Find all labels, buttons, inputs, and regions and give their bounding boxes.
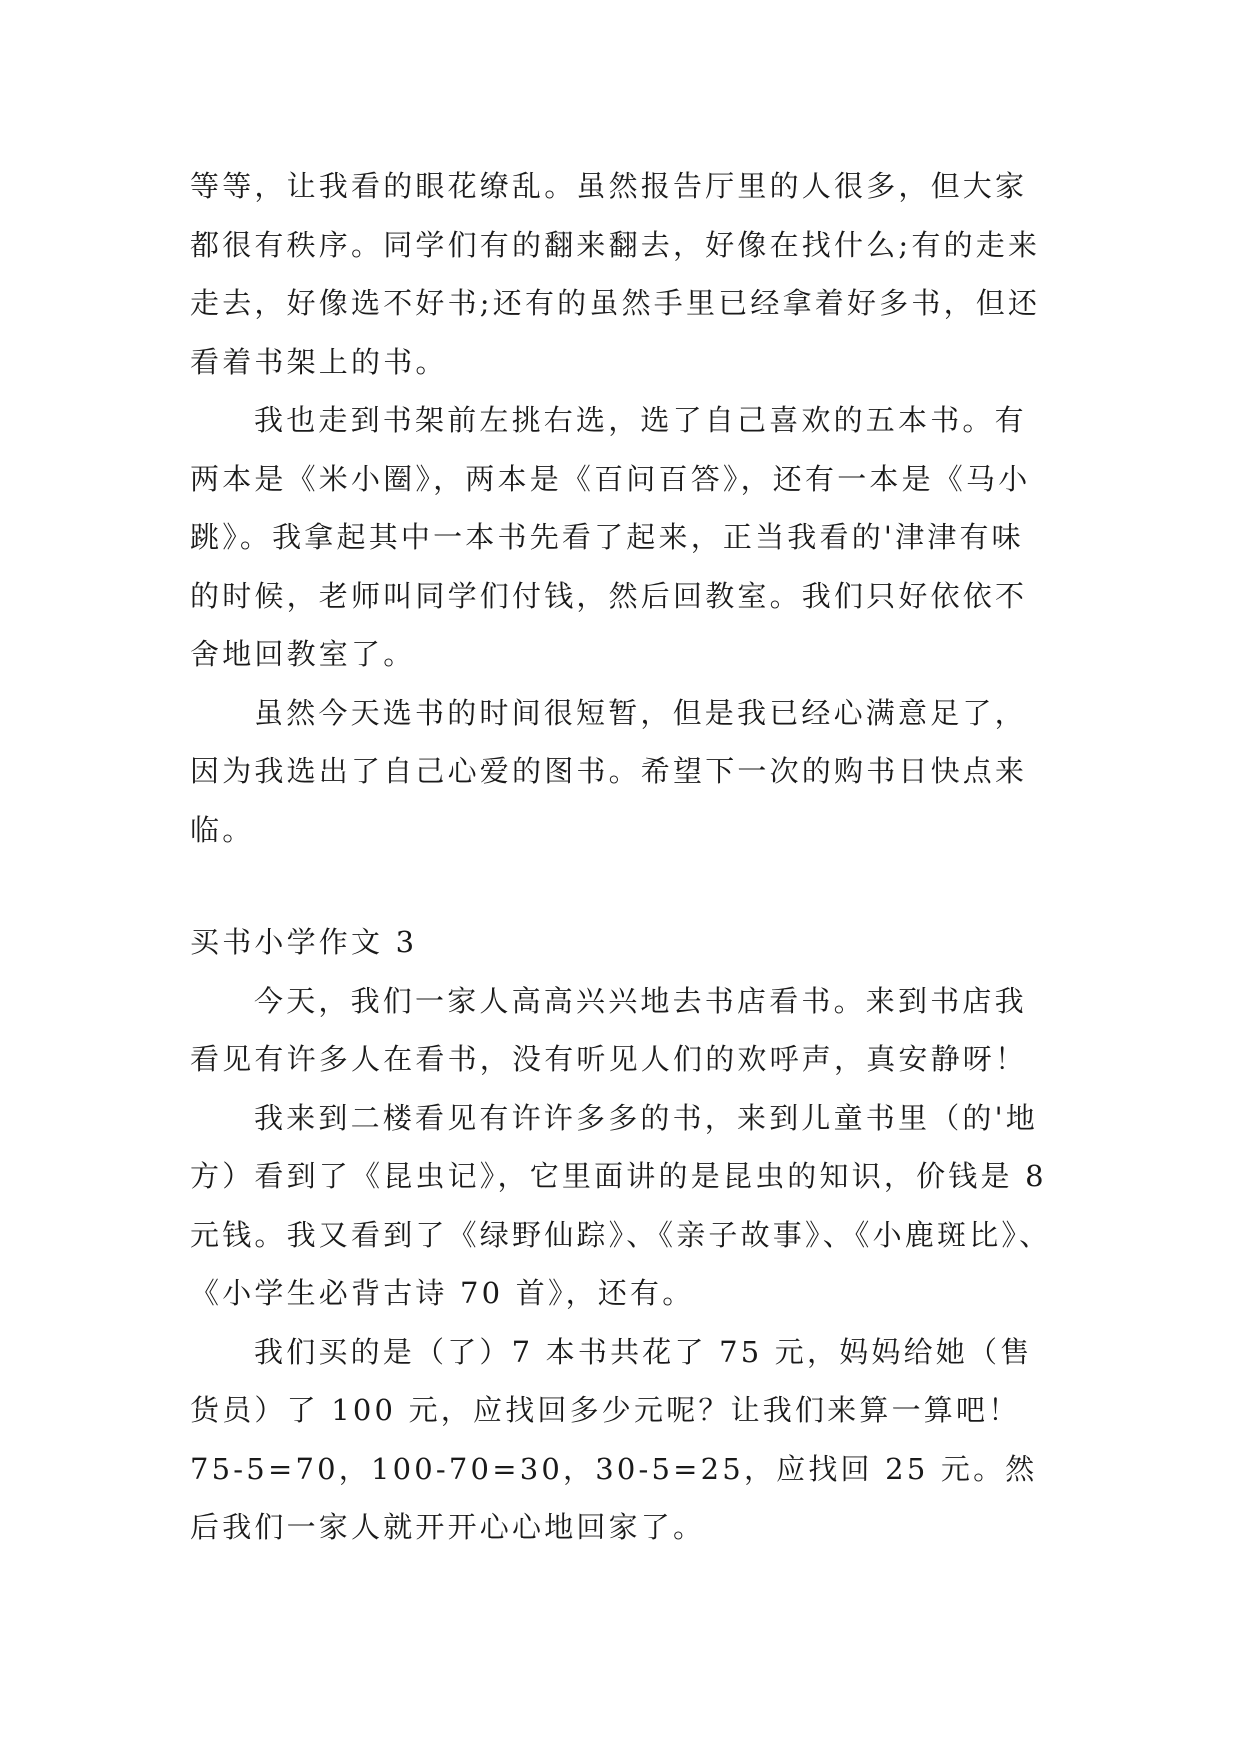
paragraph-payment: 我们买的是（了）7 本书共花了 75 元，妈妈给她（售货员）了 100 元，应找回多少元呢？让我们来算一算吧！75-5=70，100-70=30，30-5=25，应找回 25 元。然后我们一家人就开开心心地回家了。 xyxy=(190,1334,1038,1544)
paragraph-bookstore: 今天，我们一家人高高兴兴地去书店看书。来到书店我看见有许多人在看书，没有听见人们的欢呼声，真安静呀！ xyxy=(190,983,1028,1076)
paragraph-second-floor: 我来到二楼看见有许许多多的书，来到儿童书里（的'地方）看到了《昆虫记》，它里面讲的是昆虫的知识，价钱是 8 元钱。我又看到了《绿野仙踪》、《亲子故事》、《小鹿斑比》、《小学生必背古诗 70 首》，还有。 xyxy=(190,1100,1052,1310)
paragraph-continuation: 等等，让我看的眼花缭乱。虽然报告厅里的人很多，但大家都很有秩序。同学们有的翻来翻去，好像在找什么;有的走来走去，好像选不好书;还有的虽然手里已经拿着好多书，但还看着书架上的书。 xyxy=(190,169,1041,379)
paragraph-choosing-books: 我也走到书架前左挑右选，选了自己喜欢的五本书。有两本是《米小圈》，两本是《百问百答》，还有一本是《马小跳》。我拿起其中一本书先看了起来，正当我看的'津津有味的时候，老师叫同学们付钱，然后回教室。我们只好依依不舍地回教室了。 xyxy=(190,403,1031,671)
paragraph-conclusion: 虽然今天选书的时间很短暂，但是我已经心满意足了，因为我选出了自己心爱的图书。希望下一次的购书日快点来临。 xyxy=(190,695,1028,847)
essay-title: 买书小学作文 3 xyxy=(190,925,418,959)
essay-continuation xyxy=(190,157,1052,859)
essay-3 xyxy=(190,913,1052,1557)
